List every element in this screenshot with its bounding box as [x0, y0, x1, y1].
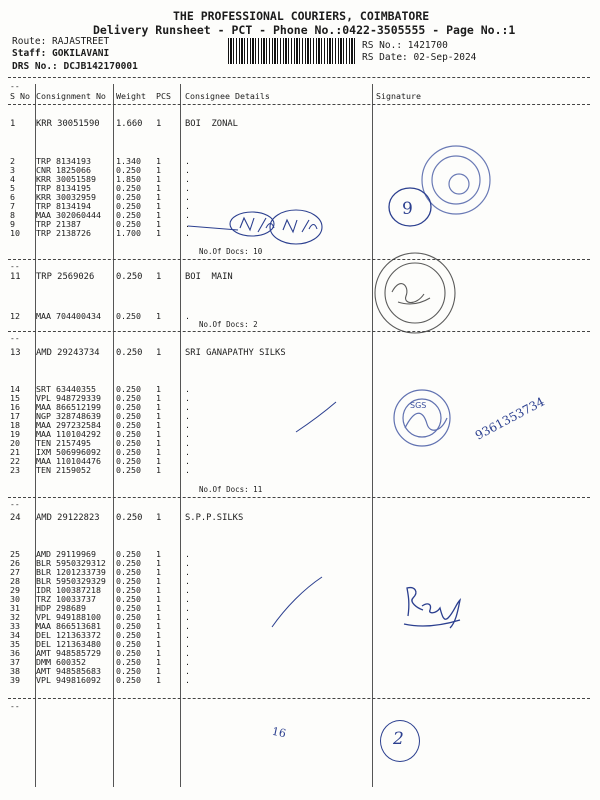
docs-count: No.Of Docs: 2 [199, 320, 258, 329]
row-pcs: 1 [156, 648, 161, 658]
row-detail-mark: . [185, 603, 190, 613]
row-detail-mark: . [185, 411, 190, 421]
row-weight: 0.250 [116, 183, 141, 193]
row-pcs: 1 [156, 192, 161, 202]
row-consignment: TRP 2138726 [36, 228, 91, 238]
row-pcs: 1 [156, 558, 161, 568]
continuation-mark: -- [10, 334, 20, 343]
row-detail-mark: . [185, 174, 190, 184]
drs-number: DRS No.: DCJB142170001 [12, 61, 138, 72]
row-pcs: 1 [156, 348, 162, 358]
row-sno: 25 [10, 549, 20, 559]
row-pcs: 1 [156, 666, 161, 676]
row-sno: 14 [10, 384, 20, 394]
row-detail-mark: . [185, 594, 190, 604]
row-weight: 0.250 [116, 411, 141, 421]
row-consignment: AMT 948585729 [36, 648, 101, 658]
row-pcs: 1 [156, 210, 161, 220]
row-weight: 0.250 [116, 513, 143, 523]
row-sno: 2 [10, 156, 15, 166]
row-sno: 5 [10, 183, 15, 193]
row-detail-mark: . [185, 384, 190, 394]
row-detail-mark: . [185, 621, 190, 631]
runsheet-title: Delivery Runsheet - PCT - Phone No.:0422-3505555 - Page No.:1 [93, 23, 516, 37]
row-sno: 16 [10, 402, 20, 412]
row-weight: 0.250 [116, 348, 143, 358]
row-sno: 1 [10, 119, 16, 129]
row-sno: 9 [10, 219, 15, 229]
row-sno: 26 [10, 558, 20, 568]
row-sno: 34 [10, 630, 20, 640]
row-consignment: MAA 704400434 [36, 311, 101, 321]
row-consignment: BLR 5950329329 [36, 576, 106, 586]
round-stamp-1 [422, 146, 490, 214]
row-pcs: 1 [156, 612, 161, 622]
rs-date: RS Date: 02-Sep-2024 [362, 52, 477, 63]
row-pcs: 1 [156, 402, 161, 412]
row-sno: 12 [10, 311, 20, 321]
row-detail-mark: . [185, 183, 190, 193]
rs-number: RS No.: 1421700 [362, 40, 448, 51]
continuation-mark: -- [10, 500, 20, 509]
row-consignment: BLR 5950329312 [36, 558, 106, 568]
row-sno: 19 [10, 429, 20, 439]
row-detail-mark: . [185, 192, 190, 202]
row-pcs: 1 [156, 456, 161, 466]
row-consignment: MAA 866512199 [36, 402, 101, 412]
row-sno: 6 [10, 192, 15, 202]
staff-label: Staff: GOKILAVANI [12, 48, 110, 59]
row-detail-mark: . [185, 639, 190, 649]
handwritten-page-number: 16 [270, 724, 288, 741]
row-detail-mark: . [185, 456, 190, 466]
row-detail-mark: . [185, 612, 190, 622]
row-detail-mark: . [185, 576, 190, 586]
col-consignment: Consignment No [36, 91, 106, 101]
row-sno: 38 [10, 666, 20, 676]
row-weight: 0.250 [116, 456, 141, 466]
pen-stroke [272, 577, 322, 627]
row-pcs: 1 [156, 420, 161, 430]
row-consignment: VPL 948729339 [36, 393, 101, 403]
row-pcs: 1 [156, 272, 162, 282]
row-weight: 0.250 [116, 576, 141, 586]
row-consignee: BOI ZONAL [185, 119, 238, 129]
row-detail-mark: . [185, 165, 190, 175]
row-sno: 7 [10, 201, 15, 211]
row-pcs: 1 [156, 119, 162, 129]
row-consignment: TRP 21387 [36, 219, 81, 229]
row-pcs: 1 [156, 165, 161, 175]
row-sno: 29 [10, 585, 20, 595]
row-detail-mark: . [185, 156, 190, 166]
row-sno: 32 [10, 612, 20, 622]
row-detail-mark: . [185, 201, 190, 211]
pen-stroke [296, 402, 336, 432]
row-consignee: S.P.P.SILKS [185, 513, 244, 523]
row-pcs: 1 [156, 549, 161, 559]
row-detail-mark: . [185, 567, 190, 577]
col-sno: S No [10, 91, 30, 101]
row-weight: 0.250 [116, 585, 141, 595]
row-consignment: MAA 110104292 [36, 429, 101, 439]
row-sno: 13 [10, 348, 21, 358]
row-pcs: 1 [156, 411, 161, 421]
row-sno: 35 [10, 639, 20, 649]
row-weight: 0.250 [116, 612, 141, 622]
row-consignment: DEL 121363372 [36, 630, 101, 640]
row-detail-mark: . [185, 429, 190, 439]
row-weight: 0.250 [116, 666, 141, 676]
continuation-mark: -- [10, 702, 20, 711]
row-weight: 0.250 [116, 675, 141, 685]
circled-number: 2 [393, 729, 404, 749]
row-consignment: DMM 600352 [36, 657, 86, 667]
docs-count: No.Of Docs: 10 [199, 247, 263, 256]
row-weight: 0.250 [116, 639, 141, 649]
row-pcs: 1 [156, 585, 161, 595]
row-weight: 0.250 [116, 393, 141, 403]
row-weight: 0.250 [116, 630, 141, 640]
col-weight: Weight [116, 91, 146, 101]
row-sno: 39 [10, 675, 20, 685]
signature-4 [404, 588, 460, 628]
row-pcs: 1 [156, 657, 161, 667]
row-pcs: 1 [156, 384, 161, 394]
row-consignment: KRR 30051589 [36, 174, 96, 184]
row-consignment: MAA 110104476 [36, 456, 101, 466]
row-sno: 30 [10, 594, 20, 604]
row-sno: 3 [10, 165, 15, 175]
round-stamp-2 [375, 253, 455, 333]
row-consignment: MAA 302060444 [36, 210, 101, 220]
row-detail-mark: . [185, 465, 190, 475]
continuation-mark: -- [10, 82, 20, 91]
row-consignment: DEL 121363480 [36, 639, 101, 649]
row-weight: 0.250 [116, 621, 141, 631]
row-consignment: AMD 29122823 [36, 513, 100, 523]
continuation-mark: -- [10, 262, 20, 271]
row-weight: 0.250 [116, 219, 141, 229]
row-weight: 0.250 [116, 210, 141, 220]
row-consignment: MAA 297232584 [36, 420, 101, 430]
row-sno: 10 [10, 228, 20, 238]
route-label: Route: RAJASTREET [12, 36, 110, 47]
row-pcs: 1 [156, 621, 161, 631]
row-pcs: 1 [156, 675, 161, 685]
row-weight: 0.250 [116, 648, 141, 658]
row-weight: 0.250 [116, 558, 141, 568]
row-sno: 37 [10, 657, 20, 667]
row-detail-mark: . [185, 585, 190, 595]
row-consignment: KRR 30051590 [36, 119, 100, 129]
row-consignment: TEN 2159052 [36, 465, 91, 475]
row-pcs: 1 [156, 465, 161, 475]
row-consignment: NGP 328748639 [36, 411, 101, 421]
row-pcs: 1 [156, 567, 161, 577]
row-sno: 22 [10, 456, 20, 466]
row-weight: 0.250 [116, 594, 141, 604]
handwritten-phone: 9361353734 [472, 394, 547, 443]
row-consignment: SRT 63440355 [36, 384, 96, 394]
row-consignment: KRR 30032959 [36, 192, 96, 202]
row-weight: 0.250 [116, 402, 141, 412]
row-pcs: 1 [156, 393, 161, 403]
stamp-text: SGS [410, 401, 427, 410]
row-sno: 15 [10, 393, 20, 403]
col-consignee: Consignee Details [185, 91, 270, 101]
row-consignment: AMD 29243734 [36, 348, 100, 358]
row-detail-mark: . [185, 393, 190, 403]
row-sno: 33 [10, 621, 20, 631]
row-weight: 1.660 [116, 119, 143, 129]
row-weight: 0.250 [116, 201, 141, 211]
row-consignment: IXM 506996092 [36, 447, 101, 457]
company-title: THE PROFESSIONAL COURIERS, COIMBATORE [173, 9, 430, 23]
row-weight: 0.250 [116, 272, 143, 282]
row-detail-mark: . [185, 666, 190, 676]
row-consignment: TRP 2569026 [36, 272, 95, 282]
row-consignment: CNR 1825066 [36, 165, 91, 175]
row-sno: 17 [10, 411, 20, 421]
row-sno: 11 [10, 272, 21, 282]
row-consignment: HDP 298689 [36, 603, 86, 613]
row-pcs: 1 [156, 156, 161, 166]
row-detail-mark: . [185, 630, 190, 640]
row-pcs: 1 [156, 630, 161, 640]
row-pcs: 1 [156, 201, 161, 211]
row-detail-mark: . [185, 648, 190, 658]
row-weight: 0.250 [116, 657, 141, 667]
row-sno: 18 [10, 420, 20, 430]
col-pcs: PCS [156, 91, 171, 101]
row-detail-mark: . [185, 210, 190, 220]
row-sno: 31 [10, 603, 20, 613]
row-weight: 0.250 [116, 549, 141, 559]
row-consignment: TRP 8134195 [36, 183, 91, 193]
signature-1 [188, 210, 322, 244]
col-signature: Signature [376, 91, 421, 101]
row-consignee: SRI GANAPATHY SILKS [185, 348, 286, 358]
row-detail-mark: . [185, 675, 190, 685]
row-sno: 20 [10, 438, 20, 448]
row-pcs: 1 [156, 576, 161, 586]
row-pcs: 1 [156, 603, 161, 613]
row-detail-mark: . [185, 420, 190, 430]
row-pcs: 1 [156, 639, 161, 649]
row-consignment: VPL 949188100 [36, 612, 101, 622]
row-sno: 4 [10, 174, 15, 184]
row-consignment: VPL 949816092 [36, 675, 101, 685]
row-sno: 24 [10, 513, 21, 523]
row-sno: 23 [10, 465, 20, 475]
row-detail-mark: . [185, 219, 190, 229]
row-sno: 27 [10, 567, 20, 577]
row-detail-mark: . [185, 447, 190, 457]
row-consignment: IDR 100387218 [36, 585, 101, 595]
row-weight: 1.850 [116, 174, 141, 184]
row-sno: 28 [10, 576, 20, 586]
row-weight: 0.250 [116, 447, 141, 457]
row-detail-mark: . [185, 558, 190, 568]
row-weight: 0.250 [116, 311, 141, 321]
row-weight: 0.250 [116, 465, 141, 475]
row-consignment: AMD 29119969 [36, 549, 96, 559]
row-consignment: MAA 866513681 [36, 621, 101, 631]
row-consignment: TRP 8134193 [36, 156, 91, 166]
row-consignment: TEN 2157495 [36, 438, 91, 448]
row-pcs: 1 [156, 311, 161, 321]
row-pcs: 1 [156, 219, 161, 229]
row-consignment: TRZ 10033737 [36, 594, 96, 604]
row-weight: 0.250 [116, 384, 141, 394]
row-consignment: TRP 8134194 [36, 201, 91, 211]
row-weight: 0.250 [116, 420, 141, 430]
row-weight: 0.250 [116, 567, 141, 577]
row-detail-mark: . [185, 402, 190, 412]
row-pcs: 1 [156, 438, 161, 448]
row-pcs: 1 [156, 594, 161, 604]
row-pcs: 1 [156, 174, 161, 184]
handwritten-mark: 9 [402, 199, 413, 219]
round-stamp-3 [394, 390, 450, 446]
row-consignment: BLR 1201233739 [36, 567, 106, 577]
row-weight: 0.250 [116, 429, 141, 439]
row-detail-mark: . [185, 438, 190, 448]
row-pcs: 1 [156, 183, 161, 193]
row-weight: 1.700 [116, 228, 141, 238]
row-pcs: 1 [156, 447, 161, 457]
row-consignment: AMT 948585683 [36, 666, 101, 676]
row-pcs: 1 [156, 228, 161, 238]
row-weight: 0.250 [116, 192, 141, 202]
row-sno: 21 [10, 447, 20, 457]
row-detail-mark: . [185, 311, 190, 321]
row-pcs: 1 [156, 513, 162, 523]
row-pcs: 1 [156, 429, 161, 439]
row-sno: 36 [10, 648, 20, 658]
row-detail-mark: . [185, 549, 190, 559]
row-weight: 0.250 [116, 165, 141, 175]
row-detail-mark: . [185, 228, 190, 238]
row-consignee: BOI MAIN [185, 272, 233, 282]
docs-count: No.Of Docs: 11 [199, 485, 263, 494]
row-weight: 0.250 [116, 603, 141, 613]
row-sno: 8 [10, 210, 15, 220]
row-weight: 0.250 [116, 438, 141, 448]
row-weight: 1.340 [116, 156, 141, 166]
row-detail-mark: . [185, 657, 190, 667]
